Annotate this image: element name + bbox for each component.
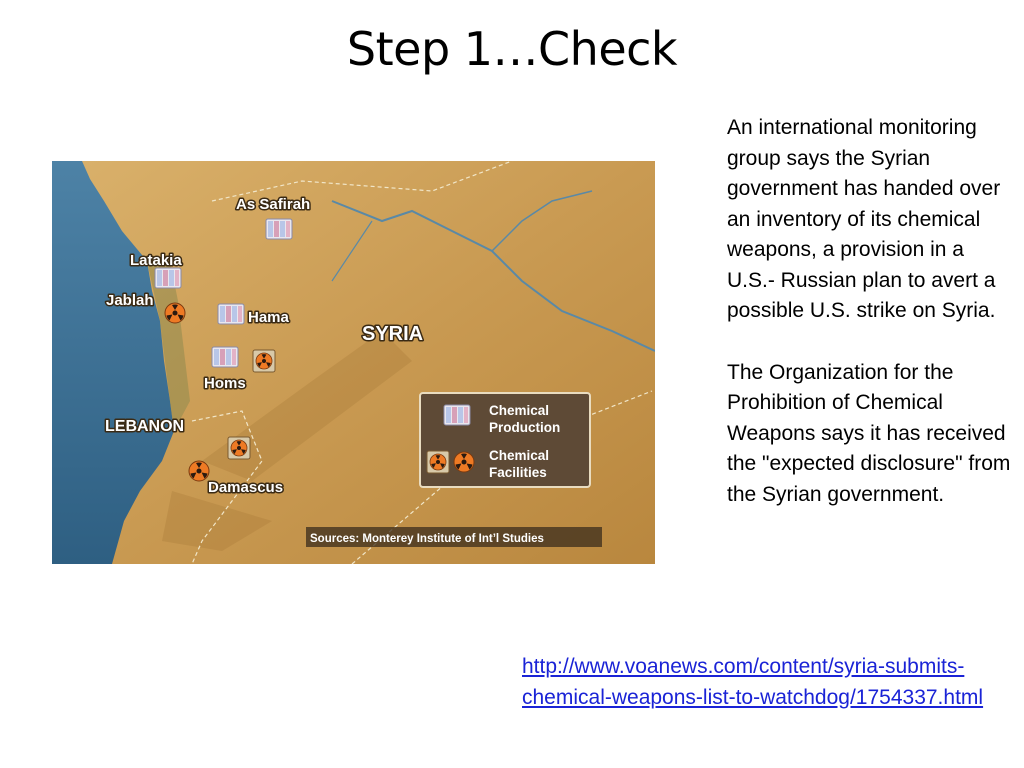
map-legend [420, 393, 590, 487]
paragraph-inventory: An international monitoring group says the Syrian government has handed over an inventory of its chemical weapons, a provision in a U.S.- Russian plan to avert a possible U.S. strike on Syria. [727, 116, 1001, 322]
damascus-facility-icon [189, 461, 209, 481]
source-link[interactable]: http://www.voanews.com/content/syria-submits-chemical-weapons-list-to-watchdog/1754337.html [522, 655, 984, 709]
country-label-lebanon: LEBANON [105, 418, 185, 435]
homs-facility-icon [253, 350, 275, 372]
legend-facility-icon [454, 452, 474, 472]
slide-title: Step 1…Check [346, 22, 678, 76]
legend-facilities-line1: Chemical [489, 448, 550, 463]
map-source-caption: Sources: Monterey Institute of Int’l Studies [310, 533, 544, 545]
syria-chemical-sites-map [52, 161, 655, 564]
damascus-facility-icon-north [228, 437, 250, 459]
legend-facility-box-icon [427, 451, 449, 473]
legend-production-icon [444, 405, 470, 425]
city-label-latakia: Latakia [130, 252, 182, 269]
jablah-facility-icon [165, 303, 185, 323]
city-label-jablah: Jablah [106, 292, 154, 309]
homs-production-icon [212, 347, 238, 367]
legend-facilities-line2: Facilities [489, 465, 547, 480]
city-label-damascus: Damascus [208, 479, 284, 496]
country-label-syria: SYRIA [362, 323, 424, 345]
legend-production-line1: Chemical [489, 403, 550, 418]
city-label-as-safirah: As Safirah [236, 196, 311, 213]
city-label-homs: Homs [204, 375, 246, 392]
as-safirah-production-icon [266, 219, 292, 239]
latakia-production-icon [155, 268, 181, 288]
paragraph-opcw: The Organization for the Prohibition of Chemical Weapons says it has received the "expected disclosure" from the Syrian government. [727, 360, 1011, 506]
slide-body [727, 113, 1012, 541]
city-label-hama: Hama [248, 309, 289, 326]
hama-production-icon [218, 304, 244, 324]
legend-production-line2: Production [489, 420, 561, 435]
